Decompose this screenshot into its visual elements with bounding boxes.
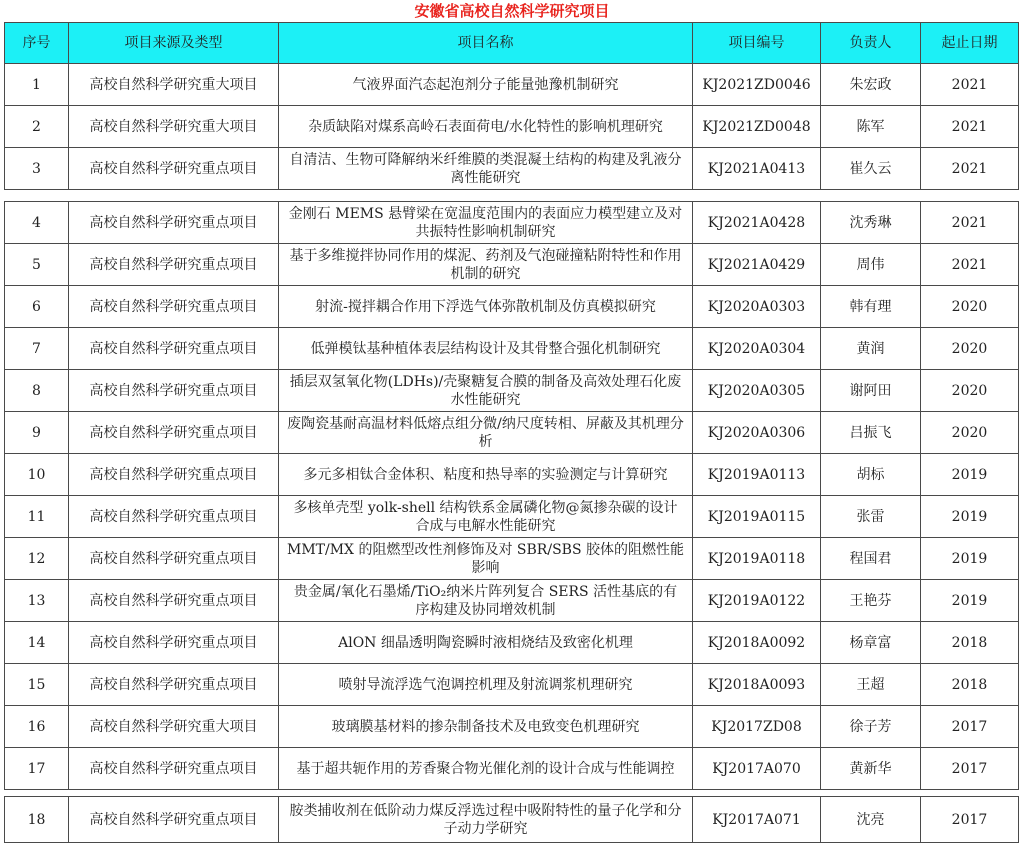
cell-lead: 杨章富 xyxy=(821,622,921,664)
cell-no: 14 xyxy=(5,622,69,664)
cell-date: 2021 xyxy=(921,148,1019,190)
table-header-row xyxy=(5,23,1019,64)
cell-date: 2021 xyxy=(921,64,1019,106)
cell-type: 高校自然科学研究重点项目 xyxy=(69,244,279,286)
cell-code: KJ2020A0305 xyxy=(693,370,821,412)
cell-name: 基于多维搅拌协同作用的煤泥、药剂及气泡碰撞粘附特性和作用机制的研究 xyxy=(279,244,693,286)
cell-type: 高校自然科学研究重点项目 xyxy=(69,748,279,790)
cell-no: 12 xyxy=(5,538,69,580)
cell-lead: 黄润 xyxy=(821,328,921,370)
cell-no: 9 xyxy=(5,412,69,454)
cell-date: 2021 xyxy=(921,244,1019,286)
cell-name: 多核单壳型 yolk-shell 结构铁系金属磷化物@氮掺杂碳的设计合成与电解水性能研究 xyxy=(279,496,693,538)
cell-lead: 韩有理 xyxy=(821,286,921,328)
cell-no: 2 xyxy=(5,106,69,148)
table-row xyxy=(5,106,1019,148)
cell-code: KJ2019A0122 xyxy=(693,580,821,622)
cell-date: 2018 xyxy=(921,622,1019,664)
table-row xyxy=(5,370,1019,412)
table-row xyxy=(5,797,1019,843)
cell-code: KJ2018A0093 xyxy=(693,664,821,706)
page-title: 安徽省高校自然科学研究项目 xyxy=(414,2,610,20)
table-row xyxy=(5,454,1019,496)
cell-name: 基于超共轭作用的芳香聚合物光催化剂的设计合成与性能调控 xyxy=(279,748,693,790)
cell-code: KJ2021ZD0046 xyxy=(693,64,821,106)
cell-type: 高校自然科学研究重大项目 xyxy=(69,64,279,106)
table-row xyxy=(5,286,1019,328)
cell-type: 高校自然科学研究重点项目 xyxy=(69,538,279,580)
cell-no: 15 xyxy=(5,664,69,706)
cell-type: 高校自然科学研究重点项目 xyxy=(69,496,279,538)
cell-lead: 陈军 xyxy=(821,106,921,148)
cell-lead: 程国君 xyxy=(821,538,921,580)
cell-no: 8 xyxy=(5,370,69,412)
cell-no: 10 xyxy=(5,454,69,496)
cell-code: KJ2020A0303 xyxy=(693,286,821,328)
cell-lead: 张雷 xyxy=(821,496,921,538)
cell-date: 2021 xyxy=(921,106,1019,148)
cell-date: 2017 xyxy=(921,706,1019,748)
table-row xyxy=(5,496,1019,538)
cell-code: KJ2018A0092 xyxy=(693,622,821,664)
cell-lead: 徐子芳 xyxy=(821,706,921,748)
cell-type: 高校自然科学研究重点项目 xyxy=(69,580,279,622)
cell-type: 高校自然科学研究重点项目 xyxy=(69,286,279,328)
cell-lead: 王超 xyxy=(821,664,921,706)
cell-code: KJ2019A0115 xyxy=(693,496,821,538)
table-row xyxy=(5,538,1019,580)
cell-type: 高校自然科学研究重点项目 xyxy=(69,412,279,454)
cell-type: 高校自然科学研究重点项目 xyxy=(69,202,279,244)
cell-code: KJ2021A0413 xyxy=(693,148,821,190)
cell-code: KJ2019A0118 xyxy=(693,538,821,580)
projects-table-part-2 xyxy=(4,201,1019,790)
cell-lead: 沈亮 xyxy=(821,797,921,843)
cell-lead: 黄新华 xyxy=(821,748,921,790)
cell-name: 喷射导流浮选气泡调控机理及射流调浆机理研究 xyxy=(279,664,693,706)
cell-type: 高校自然科学研究重点项目 xyxy=(69,454,279,496)
cell-date: 2019 xyxy=(921,454,1019,496)
cell-no: 4 xyxy=(5,202,69,244)
cell-code: KJ2017ZD08 xyxy=(693,706,821,748)
table-row xyxy=(5,580,1019,622)
cell-date: 2020 xyxy=(921,370,1019,412)
cell-name: 胺类捕收剂在低阶动力煤反浮选过程中吸附特性的量子化学和分子动力学研究 xyxy=(279,797,693,843)
cell-no: 5 xyxy=(5,244,69,286)
cell-no: 1 xyxy=(5,64,69,106)
cell-code: KJ2021A0429 xyxy=(693,244,821,286)
cell-code: KJ2021A0428 xyxy=(693,202,821,244)
table-row xyxy=(5,412,1019,454)
header-code: 项目编号 xyxy=(693,23,821,64)
cell-lead: 谢阿田 xyxy=(821,370,921,412)
cell-name: 杂质缺陷对煤系高岭石表面荷电/水化特性的影响机理研究 xyxy=(279,106,693,148)
cell-type: 高校自然科学研究重点项目 xyxy=(69,148,279,190)
cell-name: 射流-搅拌耦合作用下浮选气体弥散机制及仿真模拟研究 xyxy=(279,286,693,328)
cell-name: 多元多相钛合金体积、粘度和热导率的实验测定与计算研究 xyxy=(279,454,693,496)
table-row xyxy=(5,748,1019,790)
cell-name: AlON 细晶透明陶瓷瞬时液相烧结及致密化机理 xyxy=(279,622,693,664)
table-row xyxy=(5,328,1019,370)
cell-type: 高校自然科学研究重点项目 xyxy=(69,664,279,706)
cell-date: 2019 xyxy=(921,538,1019,580)
cell-type: 高校自然科学研究重点项目 xyxy=(69,328,279,370)
cell-date: 2018 xyxy=(921,664,1019,706)
cell-date: 2020 xyxy=(921,286,1019,328)
cell-lead: 胡标 xyxy=(821,454,921,496)
header-lead: 负责人 xyxy=(821,23,921,64)
cell-name: 气液界面汽态起泡剂分子能量弛豫机制研究 xyxy=(279,64,693,106)
cell-name: 低弹模钛基种植体表层结构设计及其骨整合强化机制研究 xyxy=(279,328,693,370)
header-type: 项目来源及类型 xyxy=(69,23,279,64)
cell-lead: 朱宏政 xyxy=(821,64,921,106)
cell-lead: 周伟 xyxy=(821,244,921,286)
cell-code: KJ2019A0113 xyxy=(693,454,821,496)
cell-no: 11 xyxy=(5,496,69,538)
header-no: 序号 xyxy=(5,23,69,64)
cell-date: 2019 xyxy=(921,496,1019,538)
cell-no: 6 xyxy=(5,286,69,328)
cell-date: 2021 xyxy=(921,202,1019,244)
table-row xyxy=(5,244,1019,286)
cell-name: 玻璃膜基材料的掺杂制备技术及电致变色机理研究 xyxy=(279,706,693,748)
cell-code: KJ2017A070 xyxy=(693,748,821,790)
cell-name: 金刚石 MEMS 悬臂梁在宽温度范围内的表面应力模型建立及对共振特性影响机制研究 xyxy=(279,202,693,244)
table-row xyxy=(5,622,1019,664)
cell-no: 3 xyxy=(5,148,69,190)
header-name: 项目名称 xyxy=(279,23,693,64)
cell-code: KJ2021ZD0048 xyxy=(693,106,821,148)
cell-no: 16 xyxy=(5,706,69,748)
cell-no: 13 xyxy=(5,580,69,622)
cell-no: 18 xyxy=(5,797,69,843)
cell-date: 2017 xyxy=(921,797,1019,843)
cell-name: 废陶瓷基耐高温材料低熔点组分微/纳尺度转相、屏蔽及其机理分析 xyxy=(279,412,693,454)
table-row xyxy=(5,664,1019,706)
cell-code: KJ2017A071 xyxy=(693,797,821,843)
table-row xyxy=(5,706,1019,748)
cell-lead: 沈秀琳 xyxy=(821,202,921,244)
cell-type: 高校自然科学研究重大项目 xyxy=(69,106,279,148)
cell-name: 自清洁、生物可降解纳米纤维膜的类混凝土结构的构建及乳液分离性能研究 xyxy=(279,148,693,190)
cell-lead: 王艳芬 xyxy=(821,580,921,622)
table-row xyxy=(5,64,1019,106)
cell-type: 高校自然科学研究重点项目 xyxy=(69,370,279,412)
cell-lead: 吕振飞 xyxy=(821,412,921,454)
cell-type: 高校自然科学研究重大项目 xyxy=(69,706,279,748)
cell-name: 贵金属/氧化石墨烯/TiO₂纳米片阵列复合 SERS 活性基底的有序构建及协同增效机制 xyxy=(279,580,693,622)
projects-table-part-3 xyxy=(4,796,1019,843)
cell-date: 2017 xyxy=(921,748,1019,790)
table-row xyxy=(5,148,1019,190)
cell-no: 7 xyxy=(5,328,69,370)
cell-date: 2020 xyxy=(921,328,1019,370)
cell-code: KJ2020A0304 xyxy=(693,328,821,370)
header-date: 起止日期 xyxy=(921,23,1019,64)
cell-date: 2019 xyxy=(921,580,1019,622)
cell-lead: 崔久云 xyxy=(821,148,921,190)
cell-type: 高校自然科学研究重点项目 xyxy=(69,797,279,843)
cell-type: 高校自然科学研究重点项目 xyxy=(69,622,279,664)
cell-no: 17 xyxy=(5,748,69,790)
cell-code: KJ2020A0306 xyxy=(693,412,821,454)
cell-name: MMT/MX 的阻燃型改性剂修饰及对 SBR/SBS 胶体的阻燃性能影响 xyxy=(279,538,693,580)
cell-name: 插层双氢氧化物(LDHs)/壳聚糖复合膜的制备及高效处理石化废水性能研究 xyxy=(279,370,693,412)
cell-date: 2020 xyxy=(921,412,1019,454)
table-row xyxy=(5,202,1019,244)
projects-table-part-1 xyxy=(4,22,1019,190)
